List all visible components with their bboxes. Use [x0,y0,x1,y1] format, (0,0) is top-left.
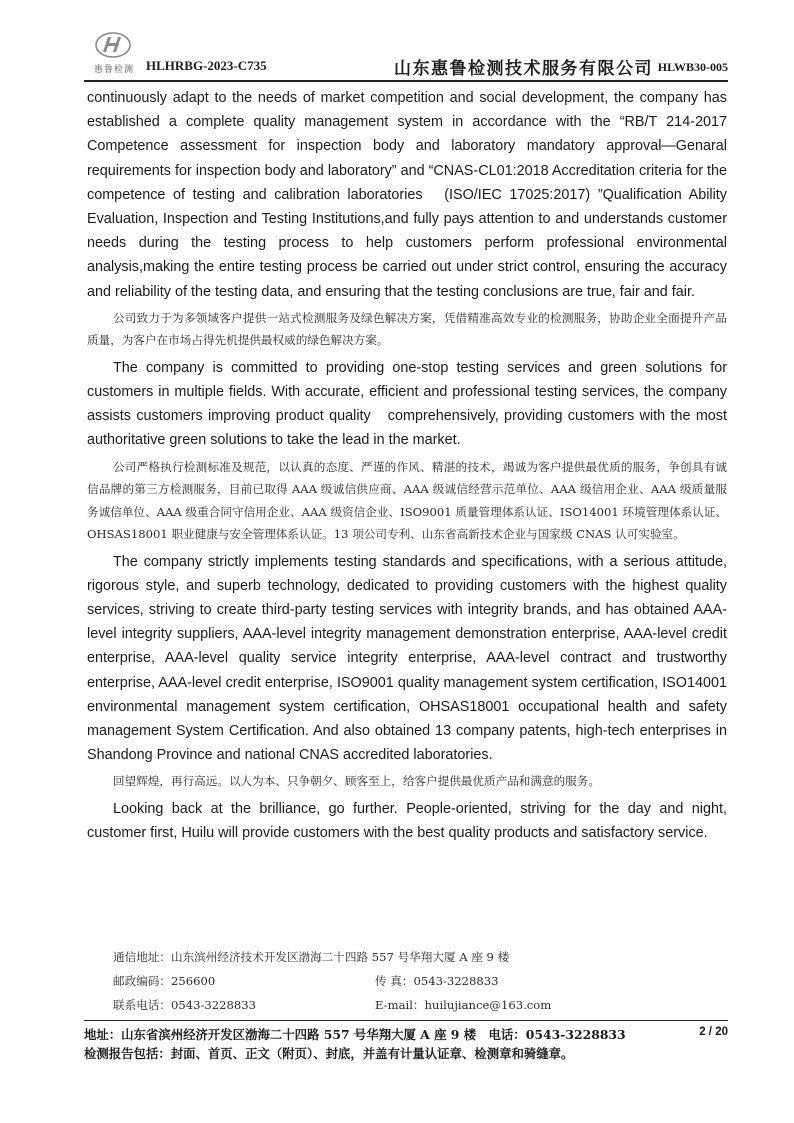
body-text [87,86,727,848]
paragraph-zh-looking-back: 回望辉煌，再行高远。以人为本、只争朝夕、顾客至上，给客户提供最优质产品和满意的服务。 [113,774,600,789]
footer-report-contents: 检测报告包括：封面、首页、正文（附页）、封底，并盖有计量认证章、检测章和骑缝章。 [84,1046,574,1061]
contact-email: E-mail：huilujiance@163.com [375,998,552,1012]
paragraph-en-looking-back: Looking back at the brilliance, go further. People-oriented, striving for the day and night, customer first, Huilu will provide customers with the best quality products and satisfactory service. [87,800,727,842]
paragraph-en-certifications: The company strictly implements testing standards and specifications, with a serious attitude, rigorous style, and superb technology, dedicated to providing customers with the highest quality services, striving to create third-party testing services with integrity brands, and has obtained AAA-level integrity suppliers, AAA-level integrity management demonstration enterprise, AAA-level credit enterprise, AAA-level quality service integrity enterprise, AAA-level contract and trustworthy enterprise, AAA-level credit enterprise, ISO9001 quality management system certification, ISO14001 environmental management system certification, OHSAS18001 occupational health and safety management System Certification. And also obtained 13 company patents, high-tech enterprises in Shandong Province and national CNAS accredited laboratories. [87,553,727,764]
contact-address: 通信地址：山东滨州经济技术开发区渤海二十四路 557 号华翔大厦 A 座 9 楼 [113,950,510,964]
footer-address: 地址：山东省滨州经济开发区渤海二十四路 557 号华翔大厦 A 座 9 楼 电话：0543-3228833 [84,1027,626,1042]
contact-fax: 传 真：0543-3228833 [375,974,499,988]
paragraph-en-one-stop: The company is committed to providing one-stop testing services and green solutions for customers in multiple fields. With accurate, efficient and professional testing services, the company assists customers improving product quality comprehensively, providing customers with the most authoritative green solutions to take the lead in the market. [87,359,727,449]
page-number: 2 / 20 [699,1026,728,1038]
contact-info [113,945,713,1017]
logo-caption: 惠鲁检测 [93,65,134,75]
company-logo [84,30,144,76]
company-name: 山东惠鲁检测技术服务有限公司 [394,59,653,79]
page-header [84,30,728,82]
report-number: HLHRBG-2023-C735 [146,58,267,73]
document-code: HLWB30-005 [657,60,728,74]
paragraph-zh-one-stop: 公司致力于为多领域客户提供一站式检测服务及绿色解决方案，凭借精准高效专业的检测服务，协助企业全面提升产品质量，为客户在市场占得先机提供最权威的绿色解决方案。 [87,310,727,348]
contact-postcode: 邮政编码：256600 [113,974,216,988]
logo-emblem-icon [94,30,132,60]
page-footer [84,1020,728,1063]
paragraph-en-quality-system: continuously adapt to the needs of market competition and social development, the company has established a complete quality management system in accordance with the “RB/T 214-2017 Competence assessment for inspection body and laboratory mandatory approval—Genaral requirements for inspection body and laboratory” and “CNAS-CL01:2018 Accreditation criteria for the competence of testing and calibration laboratories (ISO/IEC 17025:2017) ”Qualification Ability Evaluation, Inspection and Testing Institutions,and fully pays attention to and understands customer needs during the testing process to help customers perform professional environmental analysis,making the entire testing process be carried out under strict control, ensuring the accuracy and reliability of the testing data, and ensuring that the testing conclusions are true, fair and fair. [87,90,727,300]
paragraph-zh-certifications: 公司严格执行检测标准及规范，以认真的态度、严谨的作风、精湛的技术，竭诚为客户提供最优质的服务，争创具有诚信品牌的第三方检测服务，目前已取得 AAA 级诚信供应商、AAA 级诚信经营示范单位、AAA 级信用企业、AAA 级质量服务诚信单位、AAA 级重合同守信用企业、AAA 级资信企业、ISO9001 质量管理体系认证、ISO14001 环境管理体系认证、OHSAS18001 职业健康与安全管理体系认证。13 项公司专利、山东省高新技术企业与国家级 CNAS 认可实验室。 [87,459,727,542]
contact-phone: 联系电话：0543-3228833 [113,998,257,1012]
